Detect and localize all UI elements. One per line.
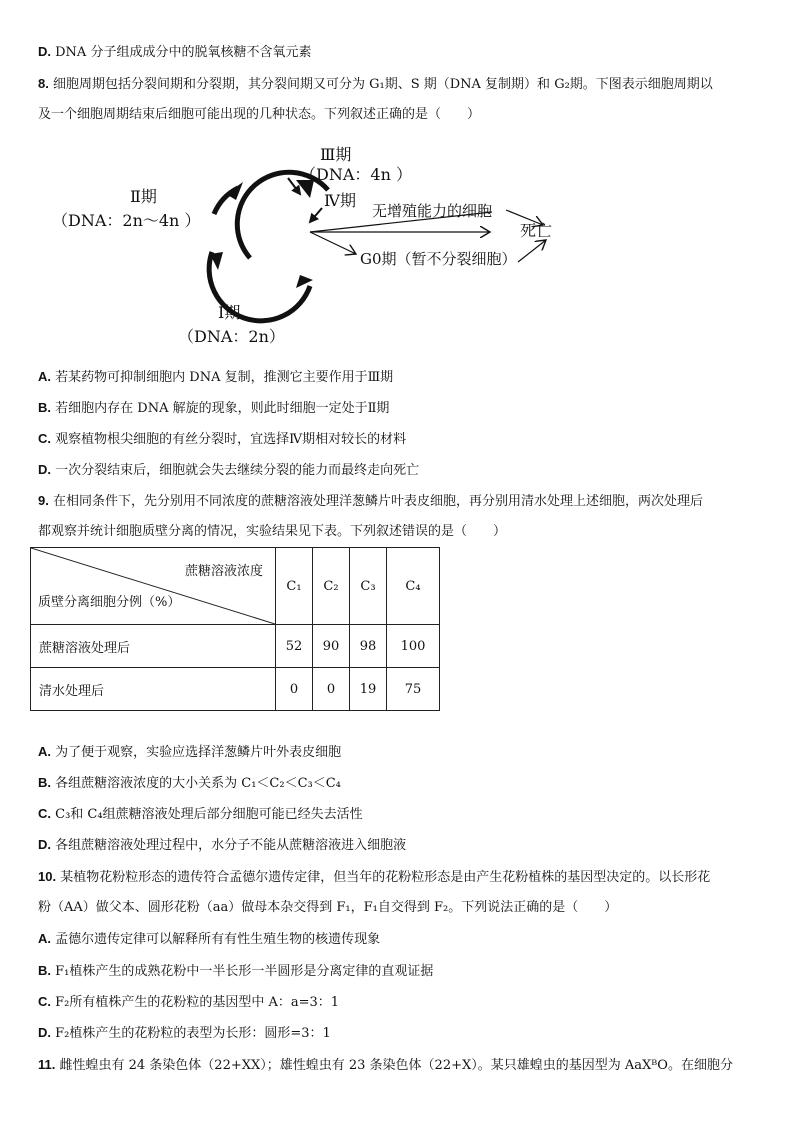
option-text: 观察植物根尖细胞的有丝分裂时，宜选择Ⅳ期相对较长的材料 xyxy=(51,432,407,447)
header-plasmolysis-ratio: 质壁分离细胞分例（%） xyxy=(38,595,181,610)
question-text: 在相同条件下，先分别用不同浓度的蔗糖溶液处理洋葱鳞片叶表皮细胞，再分别用清水处理上述细胞，两次处理后 xyxy=(48,494,703,509)
option-label: D. xyxy=(38,462,51,477)
table-cell: 0 xyxy=(313,668,350,711)
option-text: 孟德尔遗传定律可以解释所有有性生殖生物的核遗传现象 xyxy=(51,932,381,947)
g0-label: G0期（暂不分裂细胞） xyxy=(360,250,517,268)
q10-option-b xyxy=(38,961,433,982)
question-number: 10. xyxy=(38,869,57,884)
q8-option-b xyxy=(38,398,389,419)
phase1-label: Ⅰ期 xyxy=(218,303,241,322)
option-label: A. xyxy=(38,931,51,946)
question-number: 11. xyxy=(38,1057,56,1072)
table-cell: 75 xyxy=(387,668,440,711)
question-number: 8. xyxy=(38,76,49,91)
option-text: F₁植株产生的成熟花粉中一半长形一半圆形是分离定律的直观证据 xyxy=(51,964,434,979)
option-text: DNA 分子组成成分中的脱氧核糖不含氧元素 xyxy=(51,45,312,60)
q9-option-a xyxy=(38,742,341,763)
results-table xyxy=(30,547,440,711)
option-text: F₂所有植株产生的花粉粒的基因型中 A：a=3：1 xyxy=(51,995,340,1010)
option-label: B. xyxy=(38,963,51,978)
exit-arrow-g0 xyxy=(310,232,356,254)
table-cell: 19 xyxy=(350,668,387,711)
row-label: 清水处理后 xyxy=(31,668,276,711)
option-label: D. xyxy=(38,44,51,59)
q7-option-d xyxy=(38,42,311,63)
q9-option-d xyxy=(38,835,406,856)
table-cell: 98 xyxy=(350,625,387,668)
question-text: 细胞周期包括分裂间期和分裂期，其分裂间期又可分为 G₁期、S 期（DNA 复制期）和 G₂期。下图表示细胞周期以 xyxy=(48,77,713,92)
phase2-dna-label: （DNA：2n～4n ） xyxy=(52,211,201,230)
option-text: 各组蔗糖溶液浓度的大小关系为 C₁＜C₂＜C₃＜C₄ xyxy=(51,776,341,791)
q10-stem-line1 xyxy=(38,867,710,888)
q11-stem-line1 xyxy=(38,1055,733,1076)
question-text: 某植物花粉粒形态的遗传符合孟德尔遗传定律，但当年的花粉粒形态是由产生花粉植株的基因型决定的。以长形花 xyxy=(56,870,711,885)
arc-upper-left xyxy=(237,172,328,258)
option-text: F₂植株产生的花粉粒的表型为长形：圆形=3：1 xyxy=(51,1026,331,1041)
column-header: C₂ xyxy=(313,548,350,625)
table-header-row xyxy=(31,548,440,625)
phase4-label: Ⅳ期 xyxy=(324,191,356,210)
q8-option-c xyxy=(38,429,406,450)
q10-option-d xyxy=(38,1023,331,1044)
table-row xyxy=(31,625,440,668)
table-cell: 52 xyxy=(276,625,313,668)
q8-stem-line2: 及一个细胞周期结束后细胞可能出现的几种状态。下列叙述正确的是（ ） xyxy=(38,107,481,122)
q9-option-b xyxy=(38,773,341,794)
option-text: 为了便于观察，实验应选择洋葱鳞片叶外表皮细胞 xyxy=(51,745,342,760)
option-label: B. xyxy=(38,775,51,790)
q10-option-c xyxy=(38,992,339,1013)
option-label: C. xyxy=(38,806,51,821)
option-label: C. xyxy=(38,994,51,1009)
death-label: 死亡 xyxy=(520,221,553,240)
option-label: B. xyxy=(38,400,51,415)
cycle-arrow-3 xyxy=(296,275,313,288)
column-header: C₄ xyxy=(387,548,440,625)
row-label: 蔗糖溶液处理后 xyxy=(31,625,276,668)
header-concentration: 蔗糖溶液浓度 xyxy=(184,564,263,579)
column-header: C₁ xyxy=(276,548,313,625)
q8-option-a xyxy=(38,367,393,388)
q10-stem-line2: 粉（AA）做父本、圆形花粉（aa）做母本杂交得到 F₁，F₁自交得到 F₂。下列说法正确的是（ ） xyxy=(38,900,618,915)
no-proliferation-label: 无增殖能力的细胞 xyxy=(372,202,493,220)
phase4-arrow xyxy=(310,208,322,222)
table-cell: 90 xyxy=(313,625,350,668)
option-label: A. xyxy=(38,744,51,759)
table-diagonal-header xyxy=(31,548,276,625)
q9-option-c xyxy=(38,804,363,825)
table-cell: 0 xyxy=(276,668,313,711)
option-label: A. xyxy=(38,369,51,384)
phase2-label: Ⅱ期 xyxy=(130,187,157,206)
arrow-to-death-bottom xyxy=(518,240,546,262)
option-text: 各组蔗糖溶液处理过程中，水分子不能从蔗糖溶液进入细胞液 xyxy=(51,838,407,853)
q8-option-d xyxy=(38,460,419,481)
question-number: 9. xyxy=(38,493,49,508)
column-header: C₃ xyxy=(350,548,387,625)
phase1-dna-label: （DNA：2n） xyxy=(178,327,285,346)
q10-option-a xyxy=(38,929,380,950)
option-label: C. xyxy=(38,431,51,446)
option-text: 若细胞内存在 DNA 解旋的现象，则此时细胞一定处于Ⅱ期 xyxy=(51,401,390,416)
phase3-dna-label: （DNA：4n ） xyxy=(300,165,412,184)
q8-stem-line1 xyxy=(38,74,713,95)
phase3-label: Ⅲ期 xyxy=(320,145,352,164)
table-row xyxy=(31,668,440,711)
question-text: 雌性蝗虫有 24 条染色体（22+XX）；雄性蝗虫有 23 条染色体（22+X）。某只雄蝗虫的基因型为 AaXᴮO。在细胞分 xyxy=(55,1058,733,1073)
option-label: D. xyxy=(38,1025,51,1040)
q9-stem-line1 xyxy=(38,491,703,512)
option-text: C₃和 C₄组蔗糖溶液处理后部分细胞可能已经失去活性 xyxy=(51,807,363,822)
q9-stem-line2: 都观察并统计细胞质壁分离的情况，实验结果见下表。下列叙述错误的是（ ） xyxy=(38,524,507,539)
cell-cycle-diagram xyxy=(38,140,598,350)
option-text: 一次分裂结束后，细胞就会失去继续分裂的能力而最终走向死亡 xyxy=(51,463,420,478)
option-label: D. xyxy=(38,837,51,852)
table-cell: 100 xyxy=(387,625,440,668)
option-text: 若某药物可抑制细胞内 DNA 复制，推测它主要作用于Ⅲ期 xyxy=(51,370,394,385)
